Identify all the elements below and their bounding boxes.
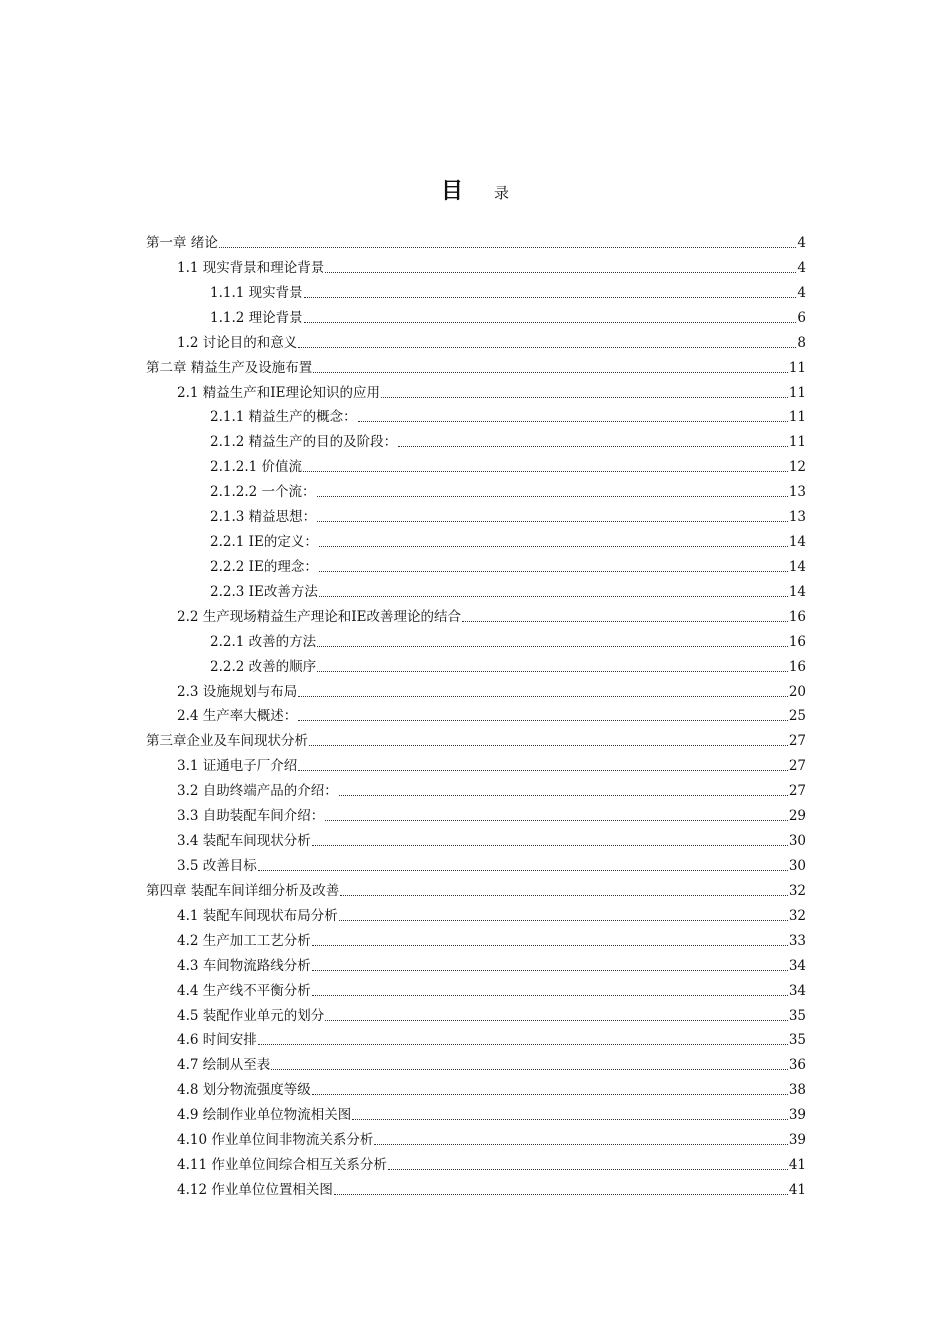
toc-leader-dots xyxy=(325,1020,788,1021)
toc-leader-dots xyxy=(271,1069,788,1070)
toc-leader-dots xyxy=(317,521,788,522)
toc-entry[interactable] xyxy=(177,778,806,800)
toc-entry[interactable] xyxy=(210,454,806,476)
toc-entry-label: 第二章 精益生产及设施布置 xyxy=(146,359,313,376)
toc-entry[interactable] xyxy=(146,728,806,750)
toc-entry-label: 第四章 装配车间详细分析及改善 xyxy=(146,882,340,899)
toc-entry-page: 11 xyxy=(788,434,806,451)
toc-entry-label: 3.3 自助装配车间介绍： xyxy=(177,808,325,825)
toc-leader-dots xyxy=(381,397,788,398)
toc-leader-dots xyxy=(309,745,788,746)
toc-leader-dots xyxy=(319,571,788,572)
toc-entry-page: 11 xyxy=(788,409,806,426)
toc-entry-page: 27 xyxy=(788,783,806,800)
toc-entry-label: 4.10 作业单位间非物流关系分析 xyxy=(177,1132,374,1149)
toc-entry-page: 32 xyxy=(788,882,806,899)
toc-entry-label: 4.2 生产加工工艺分析 xyxy=(177,932,311,949)
toc-entry-label: 2.1.2.2 一个流： xyxy=(210,484,316,501)
toc-entry-page: 32 xyxy=(788,907,806,924)
toc-leader-dots xyxy=(388,1169,788,1170)
toc-entry[interactable] xyxy=(177,1127,806,1149)
toc-entry-label: 3.5 改善目标 xyxy=(177,858,257,874)
toc-entry-page: 38 xyxy=(788,1082,806,1099)
toc-leader-dots xyxy=(317,646,788,647)
toc-entry-page: 14 xyxy=(788,583,806,600)
toc-leader-dots xyxy=(304,322,797,323)
toc-entry-page: 27 xyxy=(788,758,806,775)
toc-leader-dots xyxy=(312,970,788,971)
toc-entry-label: 2.1.2.1 价值流 xyxy=(210,459,303,476)
toc-leader-dots xyxy=(334,1194,788,1195)
toc-entry-label: 1.1 现实背景和理论背景 xyxy=(177,259,325,276)
toc-entry[interactable] xyxy=(146,355,806,377)
toc-entry[interactable] xyxy=(177,255,806,277)
toc-entry-label: 第三章企业及车间现状分析 xyxy=(146,733,308,750)
toc-entry-label: 3.4 装配车间现状分析 xyxy=(177,833,311,850)
toc-leader-dots xyxy=(462,621,788,622)
toc-entry-page: 35 xyxy=(788,1032,806,1049)
toc-entry-label: 2.1 精益生产和IE理论知识的应用 xyxy=(177,384,380,401)
toc-entry[interactable] xyxy=(210,429,806,451)
toc-entry[interactable] xyxy=(177,1102,806,1124)
toc-entry-page: 13 xyxy=(788,484,806,501)
toc-entry-page: 13 xyxy=(788,509,806,526)
toc-entry-label: 2.1.2 精益生产的目的及阶段： xyxy=(210,434,398,451)
toc-leader-dots xyxy=(339,920,788,921)
toc-leader-dots xyxy=(312,945,788,946)
toc-entry-label: 2.3 设施规划与布局 xyxy=(177,683,298,700)
toc-entry[interactable] xyxy=(146,878,806,900)
toc-entry-label: 3.2 自助终端产品的介绍： xyxy=(177,783,338,800)
toc-leader-dots xyxy=(319,596,788,597)
toc-entry-page: 27 xyxy=(788,733,806,750)
toc-entry[interactable] xyxy=(177,753,806,775)
toc-leader-dots xyxy=(319,546,788,547)
toc-leader-dots xyxy=(258,1044,788,1045)
toc-entry-label: 4.11 作业单位间综合相互关系分析 xyxy=(177,1157,387,1174)
toc-entry-label: 4.3 车间物流路线分析 xyxy=(177,957,311,974)
toc-entry[interactable] xyxy=(177,828,806,850)
toc-entry-label: 2.2.2 IE的理念： xyxy=(210,558,318,575)
toc-leader-dots xyxy=(352,1119,788,1120)
toc-entry-label: 2.2.1 改善的方法 xyxy=(210,633,317,650)
toc-entry[interactable] xyxy=(177,1177,806,1199)
toc-leader-dots xyxy=(398,446,788,447)
toc-leader-dots xyxy=(340,895,788,896)
toc-leader-dots xyxy=(304,297,797,298)
toc-entry[interactable] xyxy=(177,380,806,402)
toc-entry-label: 4.5 装配作业单元的划分 xyxy=(177,1007,325,1024)
toc-entry[interactable] xyxy=(210,280,806,302)
toc-entry-label: 2.2.3 IE改善方法 xyxy=(210,583,318,600)
toc-entry-label: 4.7 绘制从至表 xyxy=(177,1057,271,1074)
toc-entry[interactable] xyxy=(210,479,806,501)
toc-entry-page: 4 xyxy=(797,284,806,301)
toc-entry-page: 12 xyxy=(788,459,806,476)
toc-entry[interactable] xyxy=(210,404,806,426)
toc-entry-label: 4.9 绘制作业单位物流相关图 xyxy=(177,1107,352,1124)
toc-entry[interactable] xyxy=(177,978,806,1000)
toc-entry[interactable] xyxy=(177,1027,806,1049)
toc-entry[interactable] xyxy=(177,604,806,626)
toc-entry[interactable] xyxy=(177,330,806,352)
toc-entry-page: 25 xyxy=(788,708,806,725)
toc-leader-dots xyxy=(339,795,788,796)
toc-entry-label: 1.2 讨论目的和意义 xyxy=(177,334,298,351)
toc-entry-page: 16 xyxy=(788,608,806,625)
toc-entry-label: 第一章 绪论 xyxy=(146,235,218,251)
toc-entry-page: 4 xyxy=(797,259,806,276)
toc-entry-page: 35 xyxy=(788,1007,806,1024)
toc-entry-label: 2.1.3 精益思想： xyxy=(210,509,317,526)
toc-entry[interactable] xyxy=(177,679,806,701)
toc-entry[interactable] xyxy=(210,504,806,526)
toc-entry-label: 1.1.2 理论背景 xyxy=(210,309,303,326)
toc-entry-page: 4 xyxy=(797,235,806,251)
toc-entry-page: 36 xyxy=(788,1057,806,1074)
title-sub: 录 xyxy=(494,184,510,202)
toc-entry-page: 11 xyxy=(788,384,806,401)
toc-leader-dots xyxy=(298,770,788,771)
toc-entry-label: 2.2.1 IE的定义： xyxy=(210,534,318,551)
toc-entry-label: 4.1 装配车间现状布局分析 xyxy=(177,907,338,924)
toc-leader-dots xyxy=(317,671,788,672)
title-main: 目 xyxy=(440,178,463,204)
toc-leader-dots xyxy=(313,372,788,373)
toc-entry-page: 39 xyxy=(788,1107,806,1124)
toc-leader-dots xyxy=(312,995,788,996)
toc-entry-page: 29 xyxy=(788,808,806,825)
toc-entry[interactable] xyxy=(177,928,806,950)
toc-leader-dots xyxy=(298,696,788,697)
toc-leader-dots xyxy=(312,845,788,846)
toc-leader-dots xyxy=(219,247,797,248)
toc-entry[interactable] xyxy=(210,554,806,576)
toc-entry-page: 30 xyxy=(788,858,806,874)
toc-entry[interactable] xyxy=(177,1003,806,1025)
toc-entry-label: 4.4 生产线不平衡分析 xyxy=(177,982,311,999)
page-title xyxy=(0,174,950,205)
toc-entry[interactable] xyxy=(210,654,806,676)
toc-entry[interactable] xyxy=(177,1052,806,1074)
toc-entry-page: 41 xyxy=(788,1181,806,1198)
toc-entry[interactable] xyxy=(210,305,806,327)
toc-entry-label: 4.12 作业单位位置相关图 xyxy=(177,1181,333,1198)
toc-leader-dots xyxy=(258,870,788,871)
toc-leader-dots xyxy=(325,272,796,273)
toc-leader-dots xyxy=(325,820,788,821)
toc-entry[interactable] xyxy=(146,230,806,252)
toc-entry-label: 4.8 划分物流强度等级 xyxy=(177,1082,311,1099)
toc-entry-page: 33 xyxy=(788,932,806,949)
toc-leader-dots xyxy=(298,720,788,721)
toc-entry-label: 2.1.1 精益生产的概念： xyxy=(210,409,357,426)
toc-entry-label: 1.1.1 现实背景 xyxy=(210,284,303,301)
toc-entry-label: 2.2.2 改善的顺序 xyxy=(210,658,317,675)
toc-entry-page: 39 xyxy=(788,1132,806,1149)
toc-entry[interactable] xyxy=(177,953,806,975)
toc-entry-page: 8 xyxy=(797,334,806,351)
toc-entry-page: 16 xyxy=(788,633,806,650)
toc-entry-page: 41 xyxy=(788,1157,806,1174)
toc-entry-page: 16 xyxy=(788,658,806,675)
toc-entry[interactable] xyxy=(177,853,806,875)
toc-entry-page: 11 xyxy=(788,359,806,376)
toc-leader-dots xyxy=(374,1144,787,1145)
toc-entry-page: 34 xyxy=(788,982,806,999)
toc-entry[interactable] xyxy=(177,903,806,925)
toc-entry-page: 14 xyxy=(788,534,806,551)
toc-entry-page: 14 xyxy=(788,558,806,575)
toc-entry-page: 34 xyxy=(788,957,806,974)
toc-entry[interactable] xyxy=(210,529,806,551)
toc-leader-dots xyxy=(312,1094,788,1095)
toc-entry[interactable] xyxy=(210,579,806,601)
toc-entry-page: 30 xyxy=(788,833,806,850)
toc-entry-label: 2.2 生产现场精益生产理论和IE改善理论的结合 xyxy=(177,608,461,625)
toc-entry-page: 6 xyxy=(797,309,806,326)
toc-leader-dots xyxy=(303,471,788,472)
toc-entry-label: 3.1 证通电子厂介绍 xyxy=(177,758,298,775)
toc-entry-label: 2.4 生产率大概述： xyxy=(177,708,298,725)
toc-entry-page: 20 xyxy=(788,683,806,700)
toc-entry-label: 4.6 时间安排 xyxy=(177,1032,257,1049)
toc-entry[interactable] xyxy=(177,703,806,725)
toc-entry[interactable] xyxy=(177,803,806,825)
toc-entry[interactable] xyxy=(210,629,806,651)
toc-entry[interactable] xyxy=(177,1077,806,1099)
toc-entry[interactable] xyxy=(177,1152,806,1174)
toc-leader-dots xyxy=(358,421,788,422)
toc-leader-dots xyxy=(298,347,796,348)
toc-leader-dots xyxy=(317,496,788,497)
